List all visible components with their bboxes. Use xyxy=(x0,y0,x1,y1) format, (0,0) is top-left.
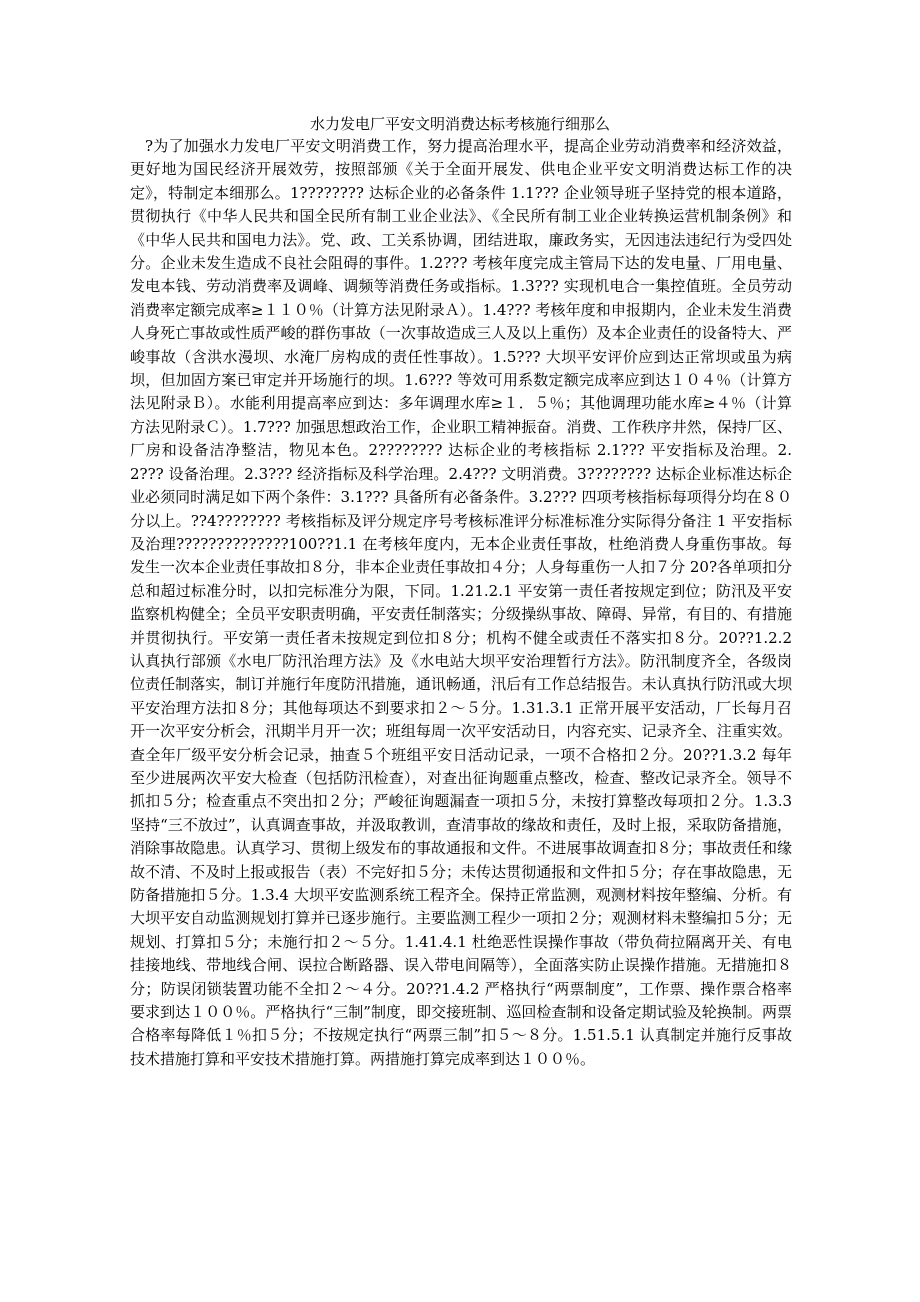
document-body-paragraph: ?为了加强水力发电厂平安文明消费工作，努力提高治理水平，提高企业劳动消费率和经济效益，更好地为国民经济开展效劳，按照部颁《关于全面开展发、供电企业平安文明消费达标工作的决定》，特制定本细那么。1???????? 达标企业的必备条件 1.1??? 企业领导班子坚持党的根本道路，贯彻执行《中华人民共和国全民所有制工业企业法》、《全民所有制工业企业转换运营机制条例》和《中华人民共和国电力法》。党、政、工关系协调，团结进取，廉政务实，无因违法违纪行为受四处分。企业未发生造成不良社会阻碍的事件。1.2??? 考核年度完成主管局下达的发电量、厂用电量、发电本钱、劳动消费率及调峰、调频等消费任务或指标。1.3??? 实现机电合一集控值班。全员劳动消费率定额完成率≥１１０％（计算方法见附录Ａ）。1.4??? 考核年度和申报期内，企业未发生消费人身死亡事故或性质严峻的群伤事故（一次事故造成三人及以上重伤）及本企业责任的设备特大、严峻事故（含洪水漫坝、水淹厂房构成的责任性事故）。1.5??? 大坝平安评价应到达正常坝或虽为病坝，但加固方案已审定并开场施行的坝。1.6??? 等效可用系数定额完成率应到达１０４％（计算方法见附录Ｂ）。水能利用提高率应到达：多年调理水库≥１．５％；其他调理功能水库≥４％（计算方法见附录Ｃ）。1.7??? 加强思想政治工作，企业职工精神振奋。消费、工作秩序井然，保持厂区、厂房和设备洁净整洁，物见本色。2???????? 达标企业的考核指标 2.1??? 平安指标及治理。2.2??? 设备治理。2.3??? 经济指标及科学治理。2.4??? 文明消费。3???????? 达标企业标准达标企业必须同时满足如下两个条件：3.1??? 具备所有必备条件。3.2??? 四项考核指标每项得分均在８０分以上。??4???????? 考核指标及评分规定序号考核标准评分标准标准分实际得分备注 1 平安指标及治理??????????????100??1.1 在考核年度内，无本企业责任事故，杜绝消费人身重伤事故。每发生一次本企业责任事故扣８分，非本企业责任事故扣４分；人身每重伤一人扣７分 20?各单项扣分总和超过标准分时，以扣完标准分为限，下同。1.21.2.1 平安第一责任者按规定到位；防汛及平安监察机构健全；全员平安职责明确，平安责任制落实；分级操纵事故、障碍、异常，有目的、有措施并贯彻执行。平安第一责任者未按规定到位扣８分；机构不健全或责任不落实扣８分。20??1.2.2 认真执行部颁《水电厂防汛治理方法》及《水电站大坝平安治理暂行方法》。防汛制度齐全，各级岗位责任制落实，制订并施行年度防汛措施，通讯畅通，汛后有工作总结报告。未认真执行防汛或大坝平安治理方法扣８分；其他每项达不到要求扣２～５分。1.31.3.1 正常开展平安活动，厂长每月召开一次平安分析会，汛期半月开一次；班组每周一次平安活动日，内容充实、记录齐全、注重实效。查全年厂级平安分析会记录，抽查５个班组平安日活动记录，一项不合格扣２分。20??1.3.2 每年至少进展两次平安大检查（包括防汛检查），对查出征询题重点整改，检查、整改记录齐全。领导不抓扣５分；检查重点不突出扣２分；严峻征询题漏查一项扣５分，未按打算整改每项扣２分。1.3.3 坚持“三不放过”，认真调查事故，并汲取教训，查清事故的缘故和责任，及时上报，采取防备措施，消除事故隐患。认真学习、贯彻上级发布的事故通报和文件。不进展事故调查扣８分；事故责任和缘故不清、不及时上报或报告（表）不完好扣５分；未传达贯彻通报和文件扣５分；存在事故隐患，无防备措施扣５分。1.3.4 大坝平安监测系统工程齐全。保持正常监测，观测材料按年整编、分析。有大坝平安自动监测规划打算并已逐步施行。主要监测工程少一项扣２分；观测材料未整编扣５分；无规划、打算扣５分；未施行扣２～５分。1.41.4.1 杜绝恶性误操作事故（带负荷拉隔离开关、有电挂接地线、带地线合闸、误拉合断路器、误入带电间隔等），全面落实防止误操作措施。无措施扣８分；防误闭锁装置功能不全扣２～４分。20??1.4.2 严格执行“两票制度”，工作票、操作票合格率要求到达１００％。严格执行“三制”制度，即交接班制、巡回检查制和设备定期试验及轮换制。两票合格率每降低１％扣５分；不按规定执行“两票三制”扣５～８分。1.51.5.1 认真制定并施行反事故技术措施打算和平安技术措施打算。两措施打算完成率到达１００％。 xyxy=(130,137,792,1068)
document-title: 水力发电厂平安文明消费达标考核施行细那么 xyxy=(309,115,610,133)
